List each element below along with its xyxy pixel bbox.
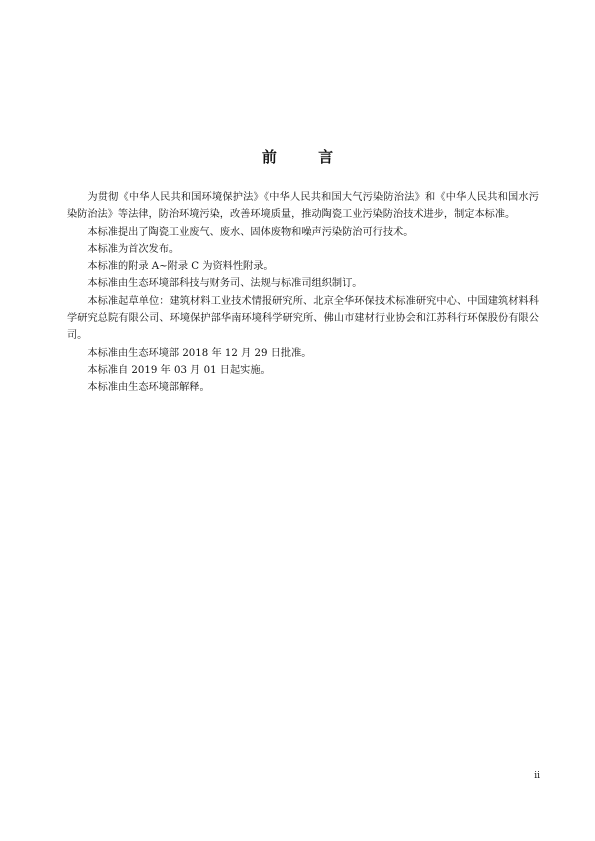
paragraph-scope: 本标准提出了陶瓷工业废气、废水、固体废物和噪声污染防治可行技术。: [87, 226, 414, 238]
page-number: ii: [534, 771, 540, 781]
paragraph-interpretation: 本标准由生态环境部解释。: [87, 382, 210, 394]
page-title: 前 言: [261, 148, 352, 166]
foreword-body: [67, 189, 539, 397]
paragraph-first-release: 本标准为首次发布。: [87, 243, 180, 255]
paragraph-drafting-units: 本标准起草单位：建筑材料工业技术情报研究所、北京全华环保技术标准研究中心、中国建筑材料科学研究总院有限公司、环境保护部华南环境科学研究所、佛山市建材行业协会和江苏科行环保股份有限公司。: [67, 295, 539, 342]
paragraph-purpose: 为贯彻《中华人民共和国环境保护法》《中华人民共和国大气污染防治法》和《中华人民共和国水污染防治法》等法律，防治环境污染，改善环境质量，推动陶瓷工业污染防治技术进步，制定本标准。: [67, 192, 539, 221]
paragraph-approval-date: 本标准由生态环境部 2018 年 12 月 29 日批准。: [87, 347, 312, 359]
paragraph-effective-date: 本标准自 2019 年 03 月 01 日起实施。: [87, 364, 271, 376]
paragraph-appendix: 本标准的附录 A~附录 C 为资料性附录。: [87, 261, 274, 273]
paragraph-organizer: 本标准由生态环境部科技与财务司、法规与标准司组织制订。: [87, 278, 363, 290]
